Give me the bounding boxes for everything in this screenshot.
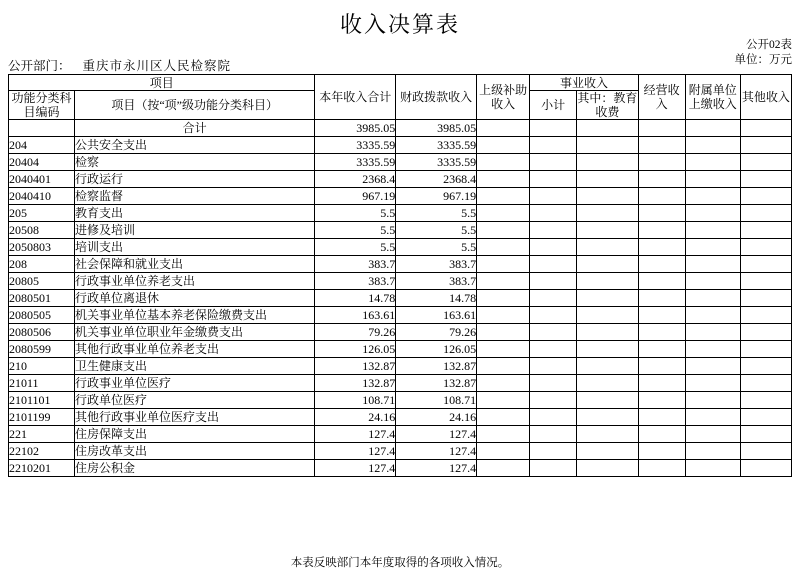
cell-business-subtotal: [530, 222, 577, 239]
cell-affiliated-unit-payment: [685, 137, 740, 154]
table-row: [9, 409, 792, 426]
cell-fiscal-appropriation: 5.5: [396, 239, 477, 256]
cell-other-income: [740, 443, 791, 460]
cell-superior-subsidy: [477, 222, 530, 239]
header-other-income: 其他收入: [740, 75, 791, 120]
cell-business-subtotal: [530, 273, 577, 290]
cell-operating-income: [638, 205, 685, 222]
cell-other-income: [740, 307, 791, 324]
cell-superior-subsidy: [477, 273, 530, 290]
cell-affiliated-unit-payment: [685, 222, 740, 239]
cell-superior-subsidy: [477, 426, 530, 443]
cell-other-income: [740, 375, 791, 392]
cell-business-education-fee: [577, 188, 639, 205]
department-name: 重庆市永川区人民检察院: [82, 59, 232, 73]
cell-fiscal-appropriation: 127.4: [396, 460, 477, 477]
table-row: [9, 137, 792, 154]
cell-operating-income: [638, 341, 685, 358]
header-business-subtotal: 小计: [530, 91, 577, 120]
table-row: [9, 460, 792, 477]
cell-business-education-fee: [577, 205, 639, 222]
form-meta: [735, 38, 793, 68]
cell-fiscal-appropriation: 383.7: [396, 256, 477, 273]
cell-project-name: 住房改革支出: [74, 443, 314, 460]
cell-operating-income: [638, 460, 685, 477]
cell-year-total: 383.7: [315, 256, 396, 273]
cell-affiliated-unit-payment: [685, 392, 740, 409]
cell-other-income: [740, 409, 791, 426]
cell-fiscal-appropriation: 127.4: [396, 426, 477, 443]
cell-other-income: [740, 256, 791, 273]
cell-business-education-fee: [577, 341, 639, 358]
cell-year-total: 132.87: [315, 375, 396, 392]
cell-function-code: 205: [9, 205, 75, 222]
cell-business-education-fee: [577, 239, 639, 256]
cell-fiscal-appropriation: 132.87: [396, 358, 477, 375]
header-operating-income: 经营收入: [638, 75, 685, 120]
cell-business-education-fee: [577, 290, 639, 307]
cell-fiscal-appropriation: 967.19: [396, 188, 477, 205]
cell-superior-subsidy: [477, 256, 530, 273]
cell-affiliated-unit-payment: [685, 307, 740, 324]
table-row: [9, 341, 792, 358]
cell-operating-income: [638, 256, 685, 273]
cell-operating-income: [638, 375, 685, 392]
table-row: [9, 256, 792, 273]
cell-fiscal-appropriation: 2368.4: [396, 171, 477, 188]
cell-affiliated-unit-payment: [685, 324, 740, 341]
cell-other-income: [740, 392, 791, 409]
cell-function-code: 2080505: [9, 307, 75, 324]
cell-superior-subsidy: [477, 239, 530, 256]
cell-business-subtotal: [530, 358, 577, 375]
header-business-income-group: 事业收入: [530, 75, 639, 91]
cell-year-total: 5.5: [315, 205, 396, 222]
form-code: 公开02表: [746, 39, 792, 51]
cell-business-education-fee: [577, 256, 639, 273]
table-row: [9, 358, 792, 375]
cell-other-income: [740, 460, 791, 477]
header-superior-subsidy: 上级补助收入: [477, 75, 530, 120]
cell-operating-income: [638, 426, 685, 443]
cell-business-subtotal: [530, 375, 577, 392]
table-row: [9, 273, 792, 290]
cell-business-education-fee: [577, 460, 639, 477]
cell-function-code: 2080599: [9, 341, 75, 358]
cell-operating-income: [638, 239, 685, 256]
cell-function-code: 210: [9, 358, 75, 375]
cell-project-name: 机关事业单位职业年金缴费支出: [74, 324, 314, 341]
table-row: [9, 120, 792, 137]
cell-affiliated-unit-payment: [685, 409, 740, 426]
cell-business-subtotal: [530, 409, 577, 426]
cell-business-subtotal: [530, 443, 577, 460]
cell-operating-income: [638, 120, 685, 137]
cell-affiliated-unit-payment: [685, 273, 740, 290]
cell-fiscal-appropriation: 126.05: [396, 341, 477, 358]
cell-superior-subsidy: [477, 341, 530, 358]
cell-function-code: 2080501: [9, 290, 75, 307]
cell-fiscal-appropriation: 127.4: [396, 443, 477, 460]
cell-affiliated-unit-payment: [685, 290, 740, 307]
cell-project-name: 卫生健康支出: [74, 358, 314, 375]
cell-function-code: 2210201: [9, 460, 75, 477]
table-row: [9, 426, 792, 443]
cell-superior-subsidy: [477, 307, 530, 324]
cell-other-income: [740, 324, 791, 341]
cell-project-name: 行政单位离退休: [74, 290, 314, 307]
cell-superior-subsidy: [477, 205, 530, 222]
cell-affiliated-unit-payment: [685, 443, 740, 460]
cell-function-code: 2040410: [9, 188, 75, 205]
table-row: [9, 290, 792, 307]
cell-year-total: 3335.59: [315, 137, 396, 154]
cell-operating-income: [638, 222, 685, 239]
cell-project-name: 培训支出: [74, 239, 314, 256]
cell-business-subtotal: [530, 426, 577, 443]
header-year-total: 本年收入合计: [315, 75, 396, 120]
cell-other-income: [740, 426, 791, 443]
cell-affiliated-unit-payment: [685, 120, 740, 137]
cell-project-name: 检察监督: [74, 188, 314, 205]
cell-fiscal-appropriation: 14.78: [396, 290, 477, 307]
cell-business-subtotal: [530, 205, 577, 222]
cell-superior-subsidy: [477, 120, 530, 137]
table-row: [9, 239, 792, 256]
table-row: [9, 307, 792, 324]
cell-business-education-fee: [577, 392, 639, 409]
amount-unit-label: 单位：万元: [734, 54, 792, 66]
table-row: [9, 171, 792, 188]
cell-project-name: 教育支出: [74, 205, 314, 222]
cell-operating-income: [638, 307, 685, 324]
cell-affiliated-unit-payment: [685, 171, 740, 188]
cell-business-education-fee: [577, 120, 639, 137]
cell-function-code: 2080506: [9, 324, 75, 341]
cell-business-education-fee: [577, 222, 639, 239]
cell-function-code: 2101199: [9, 409, 75, 426]
cell-year-total: 132.87: [315, 358, 396, 375]
cell-affiliated-unit-payment: [685, 358, 740, 375]
cell-operating-income: [638, 392, 685, 409]
cell-fiscal-appropriation: 3335.59: [396, 154, 477, 171]
cell-superior-subsidy: [477, 443, 530, 460]
header-project-name: 项目（按“项”级功能分类科目）: [74, 91, 314, 120]
cell-project-name: 行政运行: [74, 171, 314, 188]
footer-note: 本表反映部门本年度取得的各项收入情况。: [290, 557, 510, 569]
cell-operating-income: [638, 273, 685, 290]
cell-function-code: 2101101: [9, 392, 75, 409]
cell-project-name: 检察: [74, 154, 314, 171]
cell-business-education-fee: [577, 171, 639, 188]
cell-year-total: 126.05: [315, 341, 396, 358]
cell-other-income: [740, 239, 791, 256]
cell-affiliated-unit-payment: [685, 375, 740, 392]
cell-year-total: 967.19: [315, 188, 396, 205]
cell-business-subtotal: [530, 188, 577, 205]
cell-operating-income: [638, 443, 685, 460]
cell-project-name: 行政单位医疗: [74, 392, 314, 409]
cell-business-subtotal: [530, 120, 577, 137]
cell-business-education-fee: [577, 409, 639, 426]
cell-other-income: [740, 205, 791, 222]
header-project-group: 项目: [9, 75, 315, 91]
cell-business-subtotal: [530, 256, 577, 273]
cell-other-income: [740, 290, 791, 307]
cell-year-total: 108.71: [315, 392, 396, 409]
table-row: [9, 392, 792, 409]
cell-function-code: 21011: [9, 375, 75, 392]
cell-business-education-fee: [577, 443, 639, 460]
cell-fiscal-appropriation: 24.16: [396, 409, 477, 426]
cell-business-education-fee: [577, 375, 639, 392]
cell-business-education-fee: [577, 426, 639, 443]
cell-superior-subsidy: [477, 324, 530, 341]
cell-year-total: 5.5: [315, 222, 396, 239]
cell-fiscal-appropriation: 5.5: [396, 222, 477, 239]
header-business-education-fee: 其中：教育收费: [577, 91, 638, 119]
cell-affiliated-unit-payment: [685, 188, 740, 205]
cell-project-name: 社会保障和就业支出: [74, 256, 314, 273]
cell-operating-income: [638, 324, 685, 341]
revenue-table: [8, 74, 792, 477]
cell-business-education-fee: [577, 324, 639, 341]
cell-superior-subsidy: [477, 375, 530, 392]
cell-business-education-fee: [577, 307, 639, 324]
cell-business-subtotal: [530, 290, 577, 307]
cell-superior-subsidy: [477, 392, 530, 409]
cell-business-subtotal: [530, 239, 577, 256]
cell-function-code: 2050803: [9, 239, 75, 256]
cell-superior-subsidy: [477, 137, 530, 154]
cell-affiliated-unit-payment: [685, 154, 740, 171]
cell-business-education-fee: [577, 358, 639, 375]
table-row: [9, 188, 792, 205]
cell-year-total: 79.26: [315, 324, 396, 341]
cell-affiliated-unit-payment: [685, 256, 740, 273]
cell-function-code: 20404: [9, 154, 75, 171]
cell-project-name: 住房保障支出: [74, 426, 314, 443]
cell-operating-income: [638, 171, 685, 188]
header-function-code: 功能分类科目编码: [9, 91, 75, 120]
cell-other-income: [740, 188, 791, 205]
cell-year-total: 163.61: [315, 307, 396, 324]
cell-function-code: 221: [9, 426, 75, 443]
cell-affiliated-unit-payment: [685, 460, 740, 477]
cell-year-total: 3985.05: [315, 120, 396, 137]
cell-operating-income: [638, 358, 685, 375]
cell-operating-income: [638, 154, 685, 171]
cell-business-subtotal: [530, 460, 577, 477]
cell-fiscal-appropriation: 108.71: [396, 392, 477, 409]
table-row: [9, 375, 792, 392]
cell-operating-income: [638, 188, 685, 205]
cell-fiscal-appropriation: 3335.59: [396, 137, 477, 154]
cell-operating-income: [638, 409, 685, 426]
cell-project-name: 行政事业单位养老支出: [74, 273, 314, 290]
department-line: [8, 56, 231, 74]
cell-fiscal-appropriation: 383.7: [396, 273, 477, 290]
cell-business-subtotal: [530, 154, 577, 171]
cell-year-total: 127.4: [315, 426, 396, 443]
cell-fiscal-appropriation: 3985.05: [396, 120, 477, 137]
cell-superior-subsidy: [477, 460, 530, 477]
cell-other-income: [740, 358, 791, 375]
cell-other-income: [740, 222, 791, 239]
cell-other-income: [740, 120, 791, 137]
table-row: [9, 443, 792, 460]
cell-fiscal-appropriation: 132.87: [396, 375, 477, 392]
cell-function-code: 22102: [9, 443, 75, 460]
cell-business-subtotal: [530, 171, 577, 188]
cell-project-name: 行政事业单位医疗: [74, 375, 314, 392]
cell-function-code: [9, 120, 75, 137]
cell-business-subtotal: [530, 392, 577, 409]
table-row: [9, 154, 792, 171]
cell-other-income: [740, 341, 791, 358]
cell-business-subtotal: [530, 341, 577, 358]
cell-function-code: 20508: [9, 222, 75, 239]
cell-other-income: [740, 154, 791, 171]
cell-function-code: 2040401: [9, 171, 75, 188]
cell-business-education-fee: [577, 154, 639, 171]
cell-project-name: 其他行政事业单位医疗支出: [74, 409, 314, 426]
header-affiliated-unit-payment: 附属单位上缴收入: [685, 75, 740, 120]
cell-affiliated-unit-payment: [685, 239, 740, 256]
cell-other-income: [740, 171, 791, 188]
table-row: [9, 222, 792, 239]
cell-year-total: 127.4: [315, 460, 396, 477]
cell-fiscal-appropriation: 79.26: [396, 324, 477, 341]
cell-business-subtotal: [530, 137, 577, 154]
cell-project-name: 其他行政事业单位养老支出: [74, 341, 314, 358]
cell-operating-income: [638, 137, 685, 154]
cell-other-income: [740, 137, 791, 154]
cell-affiliated-unit-payment: [685, 341, 740, 358]
cell-function-code: 208: [9, 256, 75, 273]
cell-superior-subsidy: [477, 154, 530, 171]
cell-business-education-fee: [577, 137, 639, 154]
table-header: [9, 75, 792, 120]
header-fiscal-appropriation: 财政拨款收入: [396, 75, 477, 120]
table-row: [9, 324, 792, 341]
cell-superior-subsidy: [477, 290, 530, 307]
table-row: [9, 205, 792, 222]
cell-year-total: 127.4: [315, 443, 396, 460]
cell-business-subtotal: [530, 324, 577, 341]
cell-function-code: 20805: [9, 273, 75, 290]
department-label: 公开部门：: [8, 59, 71, 73]
cell-fiscal-appropriation: 163.61: [396, 307, 477, 324]
cell-business-education-fee: [577, 273, 639, 290]
cell-year-total: 14.78: [315, 290, 396, 307]
cell-operating-income: [638, 290, 685, 307]
cell-affiliated-unit-payment: [685, 426, 740, 443]
cell-project-name: 住房公积金: [74, 460, 314, 477]
cell-business-subtotal: [530, 307, 577, 324]
cell-project-name: 公共安全支出: [74, 137, 314, 154]
cell-affiliated-unit-payment: [685, 205, 740, 222]
cell-year-total: 383.7: [315, 273, 396, 290]
cell-year-total: 5.5: [315, 239, 396, 256]
cell-other-income: [740, 273, 791, 290]
cell-function-code: 204: [9, 137, 75, 154]
table-body: [9, 120, 792, 477]
cell-project-name: 合计: [74, 120, 314, 137]
cell-year-total: 24.16: [315, 409, 396, 426]
cell-superior-subsidy: [477, 358, 530, 375]
cell-superior-subsidy: [477, 409, 530, 426]
cell-fiscal-appropriation: 5.5: [396, 205, 477, 222]
cell-superior-subsidy: [477, 171, 530, 188]
cell-superior-subsidy: [477, 188, 530, 205]
page-title: 收入决算表: [339, 12, 460, 37]
cell-year-total: 2368.4: [315, 171, 396, 188]
cell-year-total: 3335.59: [315, 154, 396, 171]
cell-project-name: 进修及培训: [74, 222, 314, 239]
cell-project-name: 机关事业单位基本养老保险缴费支出: [74, 307, 314, 324]
